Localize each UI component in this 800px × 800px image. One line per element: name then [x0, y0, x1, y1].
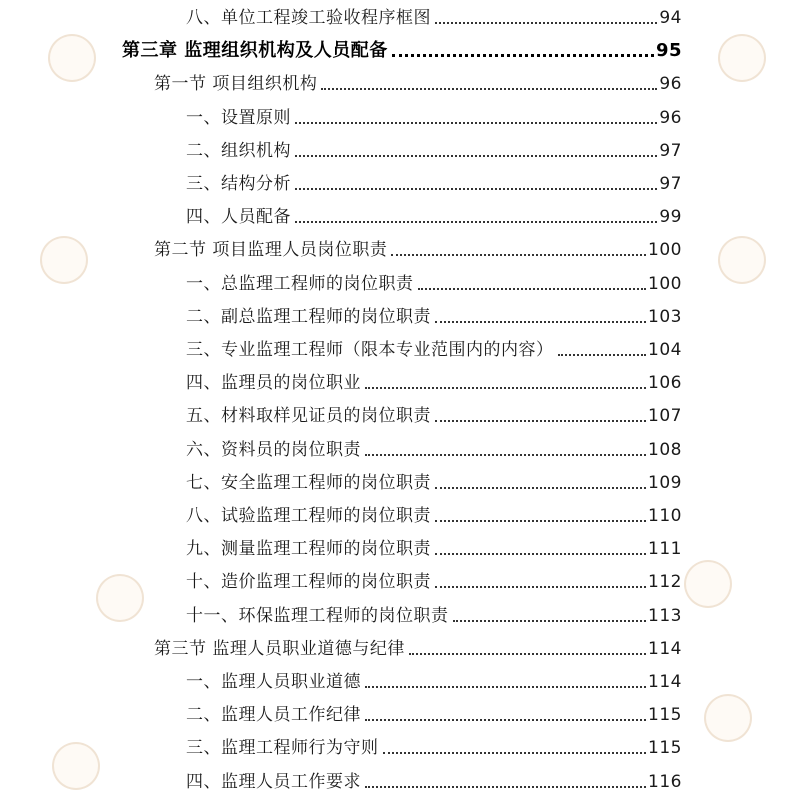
- toc-entry-page: 110: [648, 506, 682, 526]
- toc-entry-page: 107: [648, 406, 682, 427]
- toc-entry-label: 第三章 监理组织机构及人员配备: [122, 40, 388, 62]
- toc-entry-page: 115: [648, 705, 682, 726]
- toc-entry-label: 十、造价监理工程师的岗位职责: [186, 572, 431, 593]
- toc-entry-page: 94: [659, 8, 682, 28]
- dot-leader: [392, 53, 654, 57]
- toc-entry-page: 108: [648, 439, 682, 460]
- toc-chapter[interactable]: [122, 33, 682, 63]
- dot-leader: [365, 453, 646, 456]
- toc-entry-label: 十一、环保监理工程师的岗位职责: [186, 605, 449, 626]
- toc-entry[interactable]: [186, 432, 682, 462]
- toc-entry-page: 97: [659, 174, 682, 194]
- toc-entry-label: 二、监理人员工作纪律: [186, 705, 361, 726]
- dot-leader: [383, 751, 647, 754]
- toc-entry-label: 三、专业监理工程师（限本专业范围内的内容）: [186, 340, 554, 360]
- watermark-face-icon: [718, 34, 766, 82]
- toc-entry-label: 四、监理人员工作要求: [186, 771, 361, 792]
- toc-entry-page: 97: [659, 140, 682, 161]
- toc-section[interactable]: [154, 66, 682, 96]
- toc-section[interactable]: [154, 232, 682, 262]
- toc-entry-label: 七、安全监理工程师的岗位职责: [186, 472, 431, 493]
- dot-leader: [435, 21, 657, 24]
- toc-entry-label: 四、人员配备: [186, 207, 291, 228]
- toc-entry[interactable]: [186, 332, 682, 362]
- toc-entry-label: 二、组织机构: [186, 140, 291, 161]
- toc-entry-page: 96: [659, 74, 682, 95]
- dot-leader: [295, 121, 657, 124]
- dot-leader: [435, 585, 646, 588]
- toc-entry-label: 九、测量监理工程师的岗位职责: [186, 539, 431, 560]
- toc-entry-label: 八、试验监理工程师的岗位职责: [186, 506, 431, 526]
- toc-entry-page: 96: [659, 107, 682, 128]
- dot-leader: [435, 419, 646, 422]
- dot-leader: [365, 785, 646, 788]
- toc-entry[interactable]: [186, 697, 682, 727]
- toc-entry[interactable]: [186, 133, 682, 163]
- dot-leader: [295, 154, 657, 157]
- toc-entry[interactable]: [186, 266, 682, 296]
- toc-entry[interactable]: [186, 299, 682, 329]
- toc-section[interactable]: [154, 631, 682, 661]
- dot-leader: [435, 552, 646, 555]
- toc-entry-page: 99: [659, 207, 682, 228]
- toc-entry-page: 103: [648, 306, 682, 327]
- toc-entry-label: 五、材料取样见证员的岗位职责: [186, 406, 431, 427]
- toc-entry-label: 八、单位工程竣工验收程序框图: [186, 8, 431, 28]
- toc-entry[interactable]: [186, 664, 682, 694]
- dot-leader: [295, 187, 657, 190]
- watermark-face-icon: [40, 236, 88, 284]
- dot-leader: [365, 718, 646, 721]
- toc-entry-label: 第三节 监理人员职业道德与纪律: [154, 638, 405, 659]
- toc-entry-page: 109: [648, 472, 682, 493]
- toc-entry-page: 114: [648, 638, 682, 659]
- toc-entry-label: 六、资料员的岗位职责: [186, 439, 361, 460]
- watermark-face-icon: [48, 34, 96, 82]
- dot-leader: [321, 87, 657, 90]
- toc-entry-label: 四、监理员的岗位职业: [186, 373, 361, 394]
- toc-entry-page: 111: [648, 539, 682, 560]
- toc-entry[interactable]: [186, 100, 682, 130]
- watermark-face-icon: [718, 236, 766, 284]
- toc-entry-page: 116: [648, 771, 682, 792]
- dot-leader: [435, 486, 646, 489]
- toc-entry[interactable]: [186, 199, 682, 229]
- dot-leader: [409, 652, 646, 655]
- toc-entry-label: 二、副总监理工程师的岗位职责: [186, 306, 431, 327]
- toc-entry[interactable]: [186, 598, 682, 628]
- toc-entry-label: 三、结构分析: [186, 174, 291, 194]
- dot-leader: [418, 287, 647, 290]
- dot-leader: [391, 253, 646, 256]
- toc-entry-label: 一、总监理工程师的岗位职责: [186, 273, 414, 294]
- dot-leader: [365, 386, 646, 389]
- toc-entry[interactable]: [186, 531, 682, 561]
- toc-entry-page: 115: [648, 738, 682, 759]
- dot-leader: [453, 619, 647, 622]
- toc-entry[interactable]: [186, 0, 682, 30]
- dot-leader: [435, 519, 646, 522]
- toc-entry[interactable]: [186, 730, 682, 760]
- toc-entry-label: 一、设置原则: [186, 107, 291, 128]
- toc-entry-page: 95: [655, 40, 682, 62]
- toc-entry-page: 104: [648, 340, 682, 360]
- toc-entry-label: 三、监理工程师行为守则: [186, 738, 379, 759]
- toc-entry-page: 100: [648, 240, 682, 261]
- watermark-face-icon: [684, 560, 732, 608]
- watermark-face-icon: [52, 742, 100, 790]
- toc-entry-page: 114: [648, 672, 682, 692]
- toc-entry-label: 第二节 项目监理人员岗位职责: [154, 240, 388, 261]
- toc-entry[interactable]: [186, 398, 682, 428]
- dot-leader: [295, 220, 657, 223]
- toc-entry-page: 113: [648, 605, 682, 626]
- toc-entry[interactable]: [186, 166, 682, 196]
- toc-entry-page: 106: [648, 373, 682, 394]
- dot-leader: [365, 685, 646, 688]
- toc-entry[interactable]: [186, 465, 682, 495]
- dot-leader: [435, 320, 646, 323]
- toc-entry-page: 100: [648, 273, 682, 294]
- toc-entry-label: 一、监理人员职业道德: [186, 672, 361, 692]
- toc-entry[interactable]: [186, 564, 682, 594]
- toc-entry-label: 第一节 项目组织机构: [154, 74, 318, 95]
- toc-entry[interactable]: [186, 498, 682, 528]
- watermark-face-icon: [96, 574, 144, 622]
- toc-entry[interactable]: [186, 764, 682, 794]
- dot-leader: [558, 353, 647, 356]
- toc-entry[interactable]: [186, 365, 682, 395]
- watermark-face-icon: [704, 694, 752, 742]
- toc-entry-page: 112: [648, 572, 682, 593]
